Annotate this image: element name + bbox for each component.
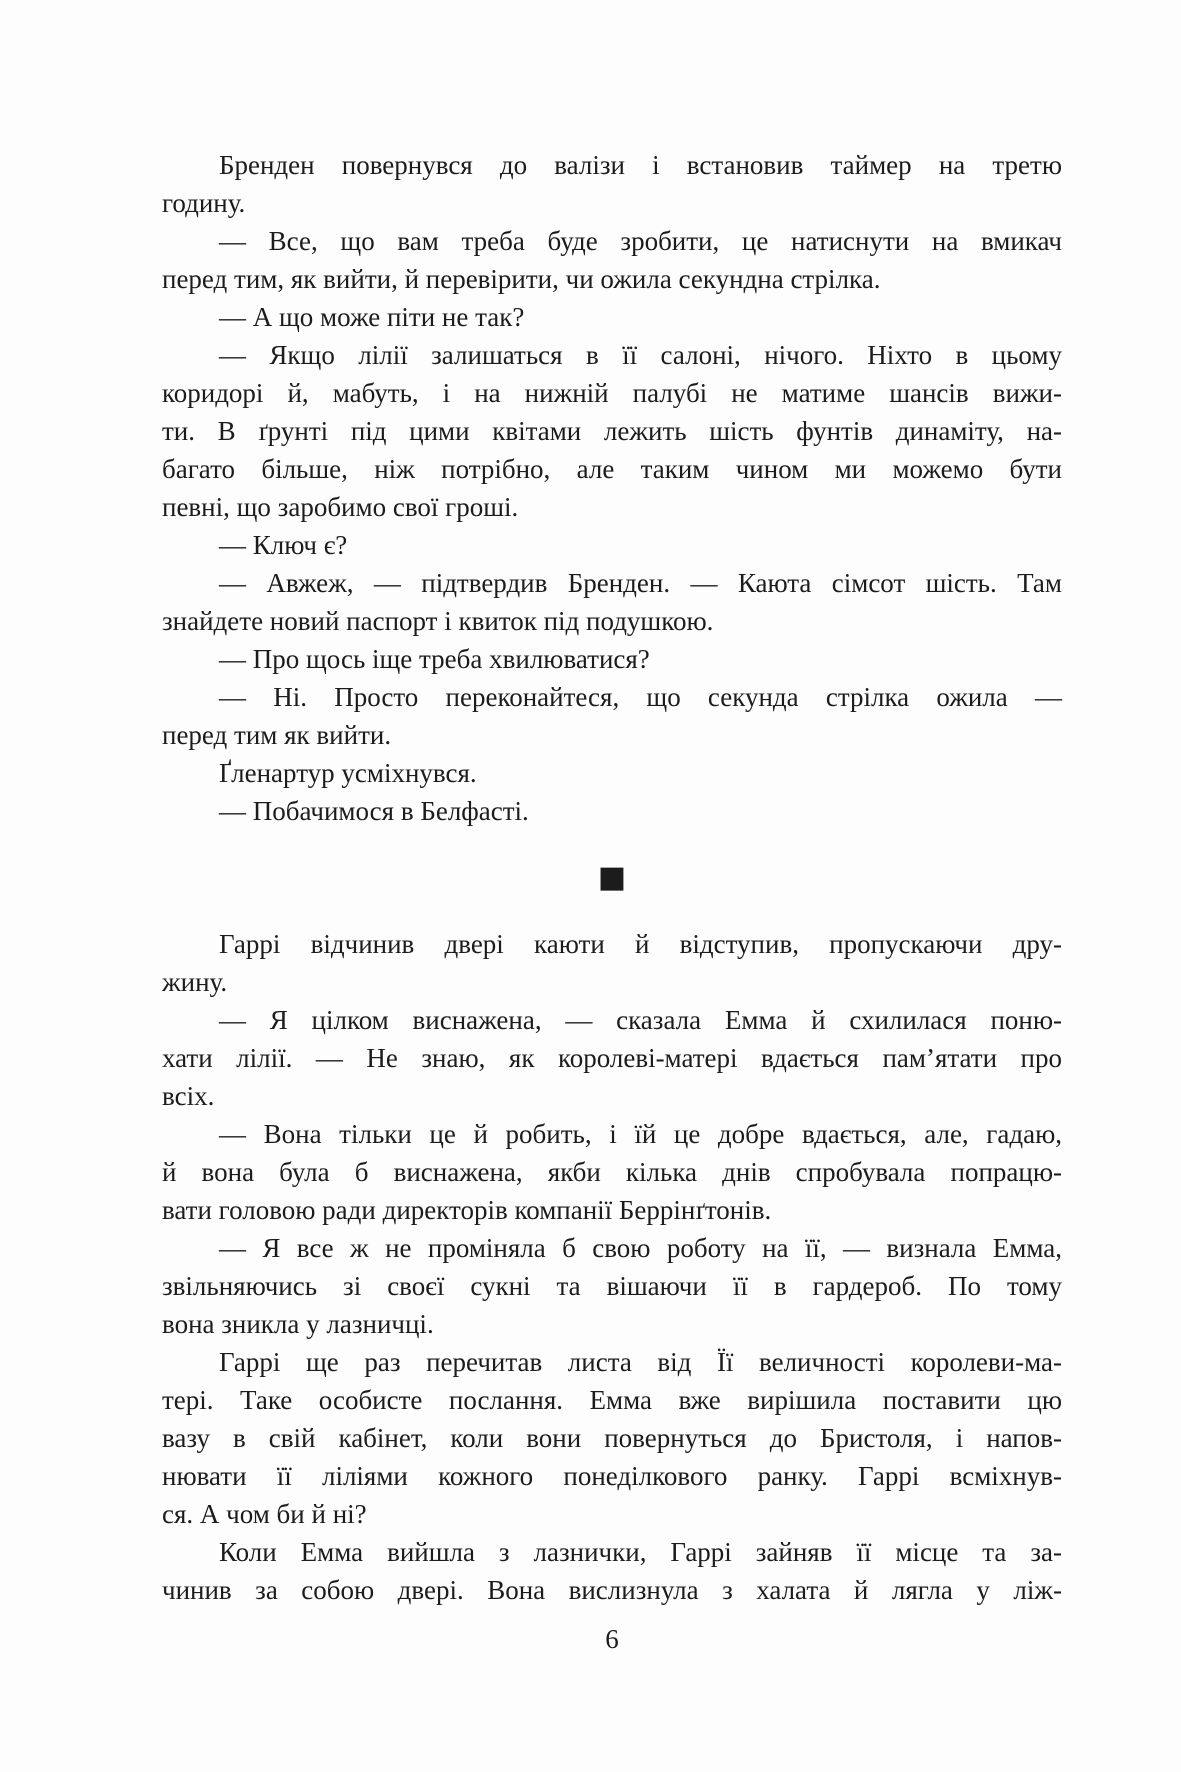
text-line: — Побачимося в Белфасті. <box>219 796 529 826</box>
text-line: — Все, що вам треба буде зробити, це натиснути на вмикач <box>219 226 1062 256</box>
text-line: багато більше, ніж потрібно, але таким чином ми можемо бути <box>162 454 1062 484</box>
text-line: хати лілії. — Не знаю, як королеві-матері вдається пам’ятати про <box>162 1043 1062 1073</box>
text-line: Гаррі ще раз перечитав листа від Її величності королеви-ма- <box>219 1347 1062 1377</box>
section-before-break <box>162 146 1062 830</box>
text-line: всіх. <box>162 1081 215 1111</box>
text-line: перед тим як вийти. <box>162 720 392 750</box>
text-line: коридорі й, мабуть, і на нижній палубі не матиме шансів вижи- <box>162 378 1062 408</box>
section-after-break <box>162 925 1062 1609</box>
text-line: — Авжеж, — підтвердив Бренден. — Каюта сімсот шість. Там <box>219 568 1062 598</box>
text-line: нювати її ліліями кожного понеділкового ранку. Гаррі всміхнув- <box>162 1461 1062 1491</box>
text-line: певні, що заробимо свої гроші. <box>162 492 519 522</box>
text-line: — Про щось іще треба хвилюватися? <box>219 644 650 674</box>
text-line: годину. <box>162 188 246 218</box>
text-line: — Ні. Просто переконайтеся, що секунда стрілка ожила — <box>219 682 1062 712</box>
text-line: й вона була б виснажена, якби кілька днів спробувала попрацю- <box>162 1157 1062 1187</box>
text-line: знайдете новий паспорт і квиток під подушкою. <box>162 606 714 636</box>
text-line: — А що може піти не так? <box>219 302 525 332</box>
text-line: — Я цілком виснажена, — сказала Емма й схилилася поню- <box>219 1005 1062 1035</box>
text-line: звільняючись зі своєї сукні та вішаючи її в гардероб. По тому <box>162 1271 1062 1301</box>
section-break-square-icon: ■ <box>597 859 627 895</box>
page-number: 6 <box>605 1624 619 1654</box>
text-line: тері. Таке особисте послання. Емма вже вирішила поставити цю <box>162 1385 1062 1415</box>
text-line: вона зникла у лазничці. <box>162 1309 434 1339</box>
text-column <box>162 146 1062 1609</box>
section-break <box>162 830 1062 925</box>
text-line: ти. В ґрунті під цими квітами лежить шість фунтів динаміту, на- <box>162 416 1062 446</box>
text-line: Гаррі відчинив двері каюти й відступив, пропускаючи дру- <box>219 929 1062 959</box>
text-line: ся. А чом би й ні? <box>162 1499 367 1529</box>
text-line: Ґленартур усміхнувся. <box>219 758 477 788</box>
text-line: — Вона тільки це й робить, і їй це добре вдається, але, гадаю, <box>219 1119 1062 1149</box>
text-line: — Я все ж не проміняла б свою роботу на її, — визнала Емма, <box>219 1233 1062 1263</box>
text-line: — Ключ є? <box>219 530 348 560</box>
text-line: чинив за собою двері. Вона вислизнула з халата й лягла у ліж- <box>162 1575 1062 1605</box>
text-line: вазу в свій кабінет, коли вони повернуться до Бристоля, і напов- <box>162 1423 1062 1453</box>
text-line: Бренден повернувся до валізи і встановив таймер на третю <box>219 150 1062 180</box>
text-line: жину. <box>162 967 228 997</box>
text-line: — Якщо лілії залишаться в її салоні, нічого. Ніхто в цьому <box>219 340 1062 370</box>
text-line: перед тим, як вийти, й перевірити, чи ожила секундна стрілка. <box>162 264 881 294</box>
text-line: Коли Емма вийшла з лазнички, Гаррі зайняв її місце та за- <box>219 1537 1062 1567</box>
text-line: вати головою ради директорів компанії Беррінґтонів. <box>162 1195 772 1225</box>
